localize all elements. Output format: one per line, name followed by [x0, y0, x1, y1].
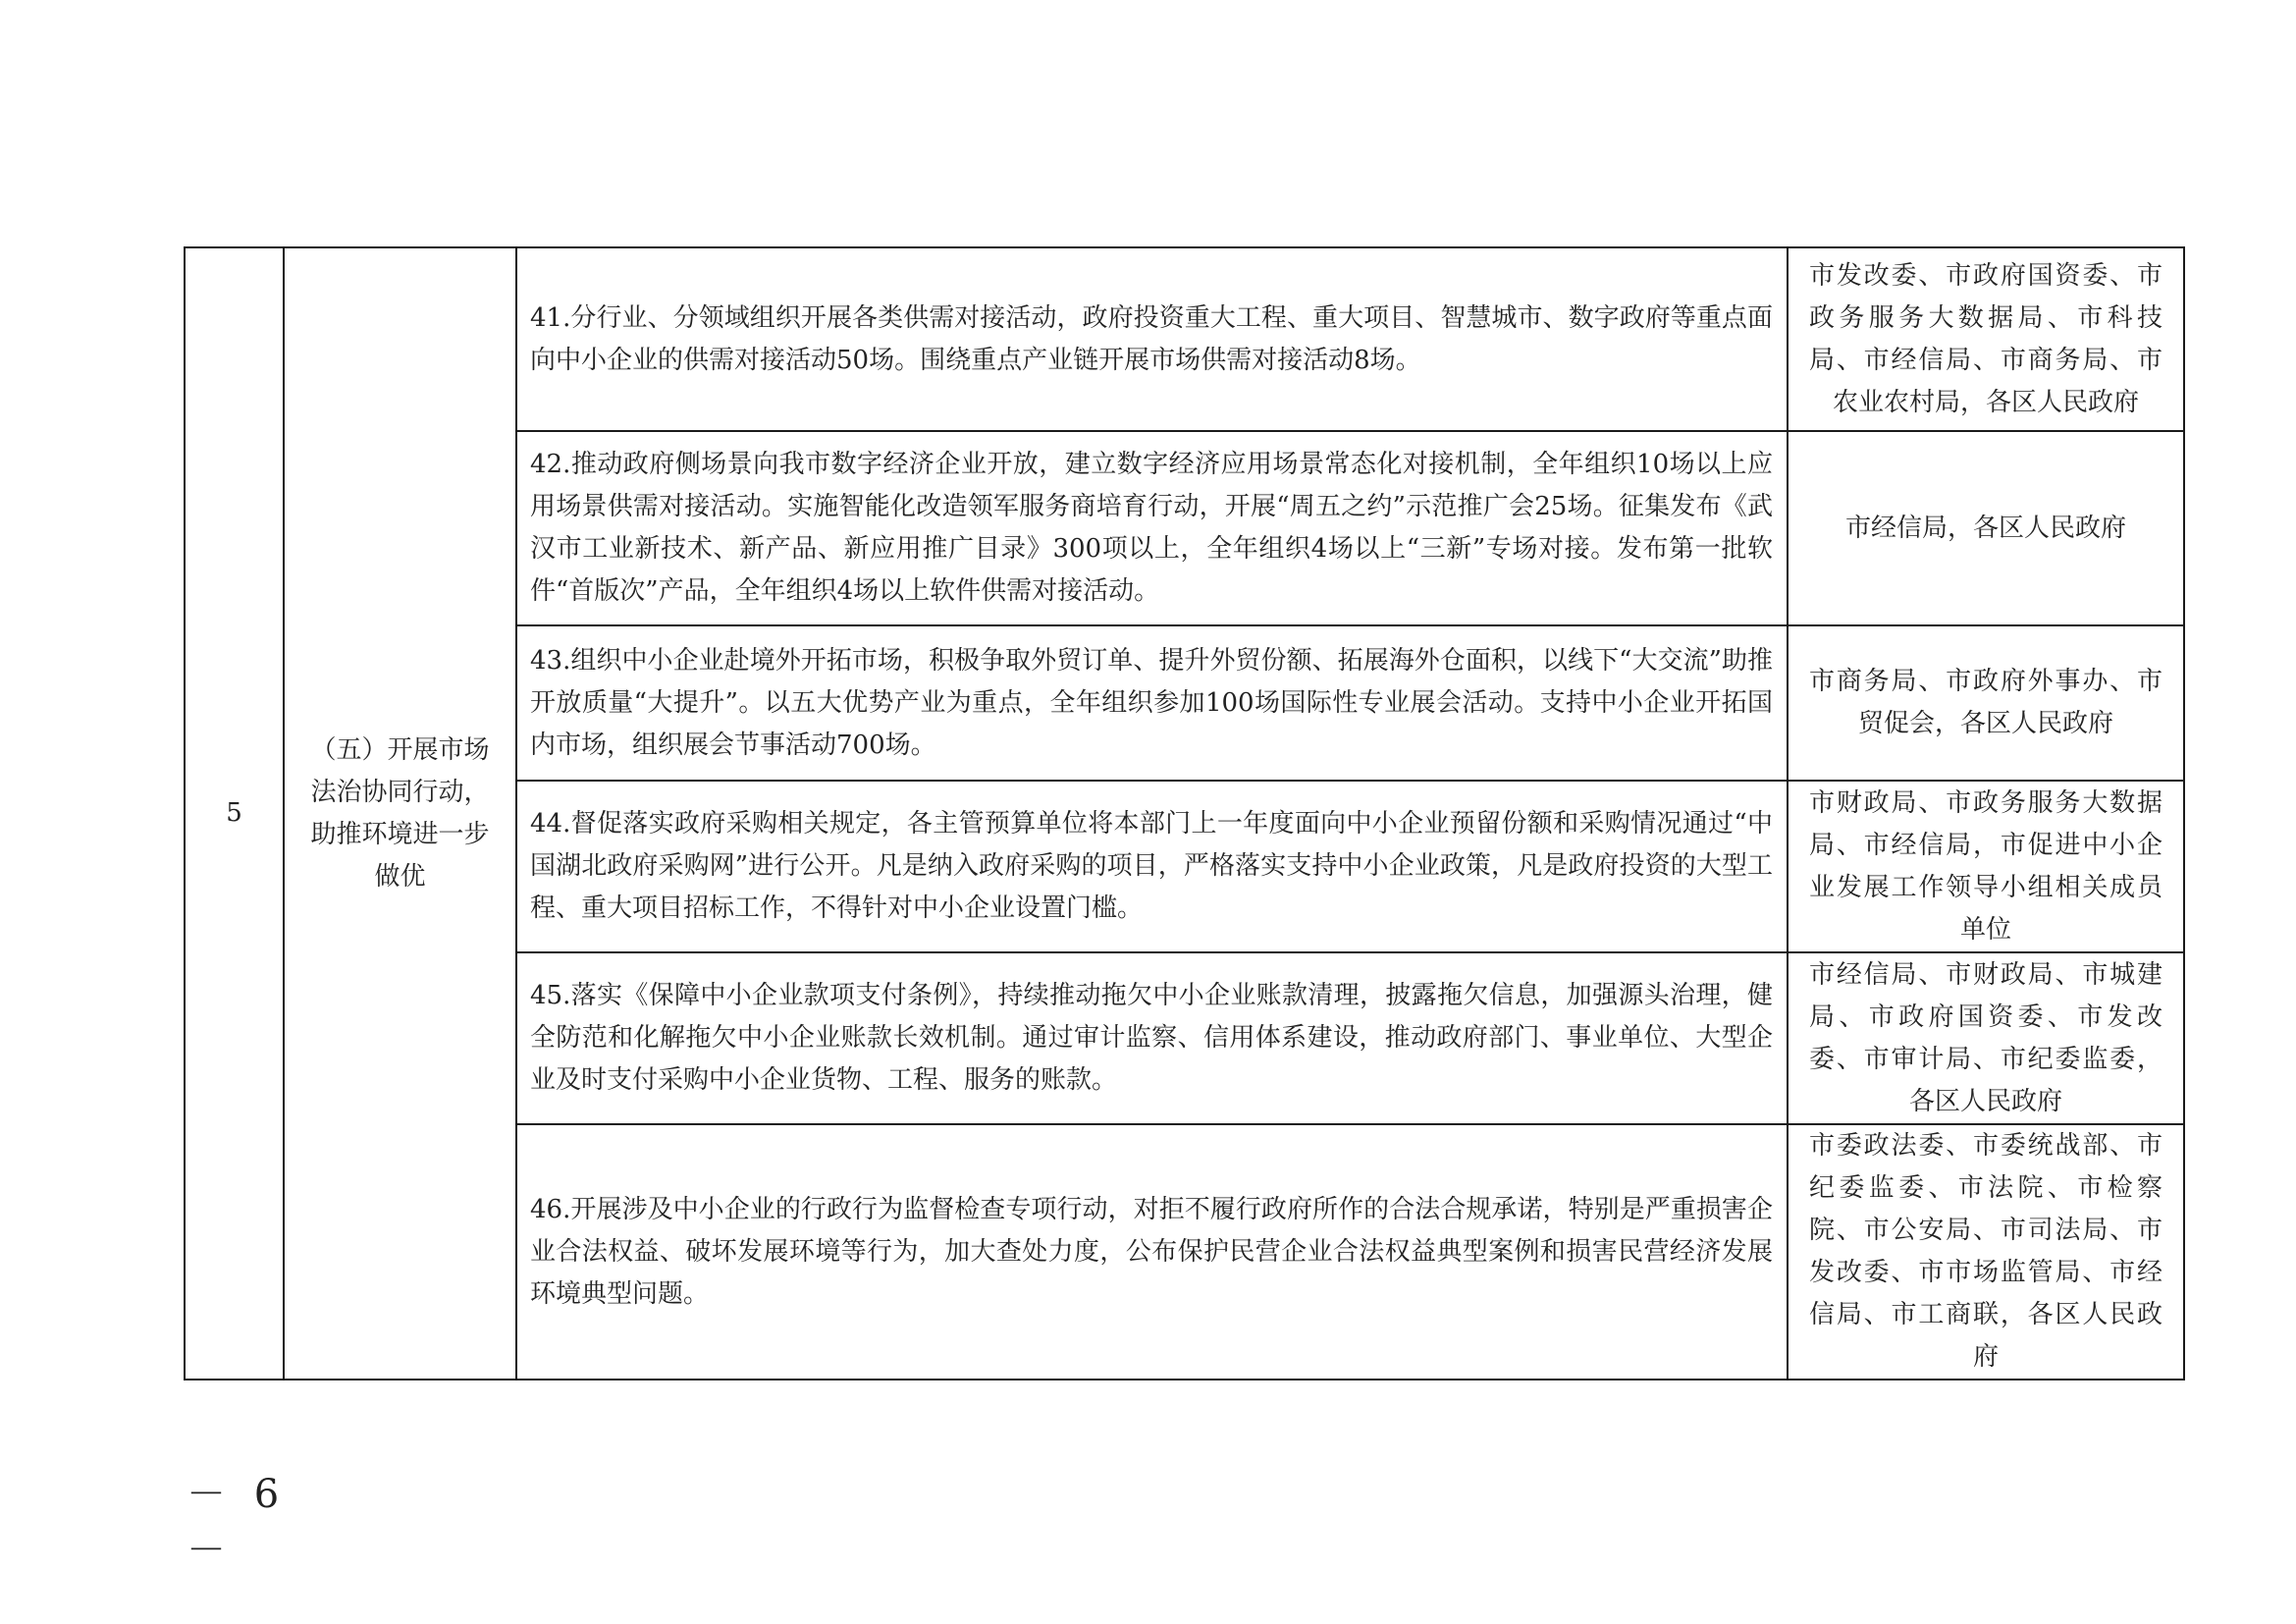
- department-text: 市商务局、市政府外事办、市贸促会，各区人民政府: [1809, 667, 2163, 738]
- department-cell: [1788, 431, 2184, 625]
- department-cell: [1788, 625, 2184, 781]
- task-cell: 46.开展涉及中小企业的行政行为监督检查专项行动，对拒不履行政府所作的合法合规承诺，特别是严重损害企业合法权益、破坏发展环境等行为，加大查处力度，公布保护民营企业合法权益典型案例和损害民营经济发展环境典型问题。: [516, 1124, 1788, 1380]
- task-table: [184, 246, 2185, 1380]
- task-cell: 45.落实《保障中小企业款项支付条例》，持续推动拖欠中小企业账款清理，披露拖欠信息，加强源头治理，健全防范和化解拖欠中小企业账款长效机制。通过审计监察、信用体系建设，推动政府部门、事业单位、大型企业及时支付采购中小企业货物、工程、服务的账款。: [516, 952, 1788, 1124]
- department-text: 市经信局、市财政局、市城建局、市政府国资委、市发改委、市审计局、市纪委监委，各区人民政府: [1809, 959, 2163, 1116]
- page-number: － 6 －: [187, 1472, 288, 1573]
- task-cell: 42.推动政府侧场景向我市数字经济企业开放，建立数字经济应用场景常态化对接机制，全年组织10场以上应用场景供需对接活动。实施智能化改造领军服务商培育行动，开展“周五之约”示范推广会25场。征集发布《武汉市工业新技术、新产品、新应用推广目录》300项以上，全年组织4场以上“三新”专场对接。发布第一批软件“首版次”产品，全年组织4场以上软件供需对接活动。: [516, 431, 1788, 625]
- category-text: （五）开展市场法治协同行动，助推环境进一步做优: [310, 734, 490, 892]
- department-cell: [1788, 1124, 2184, 1380]
- task-cell: 43.组织中小企业赴境外开拓市场，积极争取外贸订单、提升外贸份额、拓展海外仓面积，以线下“大交流”助推开放质量“大提升”。以五大优势产业为重点，全年组织参加100场国际性专业展会活动。支持中小企业开拓国内市场，组织展会节事活动700场。: [516, 625, 1788, 781]
- sequence-number-cell: 5: [185, 247, 284, 1380]
- department-text: 市财政局、市政务服务大数据局、市经信局，市促进中小企业发展工作领导小组相关成员单位: [1809, 787, 2163, 945]
- task-cell: 44.督促落实政府采购相关规定，各主管预算单位将本部门上一年度面向中小企业预留份额和采购情况通过“中国湖北政府采购网”进行公开。凡是纳入政府采购的项目，严格落实支持中小企业政策，凡是政府投资的大型工程、重大项目招标工作，不得针对中小企业设置门槛。: [516, 781, 1788, 952]
- department-text: 市经信局，各区人民政府: [1844, 513, 2126, 543]
- department-cell: [1788, 247, 2184, 431]
- table-row: [185, 247, 2184, 431]
- category-cell: [284, 247, 516, 1380]
- department-cell: [1788, 781, 2184, 952]
- department-text: 市委政法委、市委统战部、市纪委监委、市法院、市检察院、市公安局、市司法局、市发改委、市市场监管局、市经信局、市工商联，各区人民政府: [1809, 1131, 2163, 1372]
- department-text: 市发改委、市政府国资委、市政务服务大数据局、市科技局、市经信局、市商务局、市农业农村局，各区人民政府: [1809, 260, 2163, 417]
- department-cell: [1788, 952, 2184, 1124]
- task-cell: 41.分行业、分领域组织开展各类供需对接活动，政府投资重大工程、重大项目、智慧城市、数字政府等重点面向中小企业的供需对接活动50场。围绕重点产业链开展市场供需对接活动8场。: [516, 247, 1788, 431]
